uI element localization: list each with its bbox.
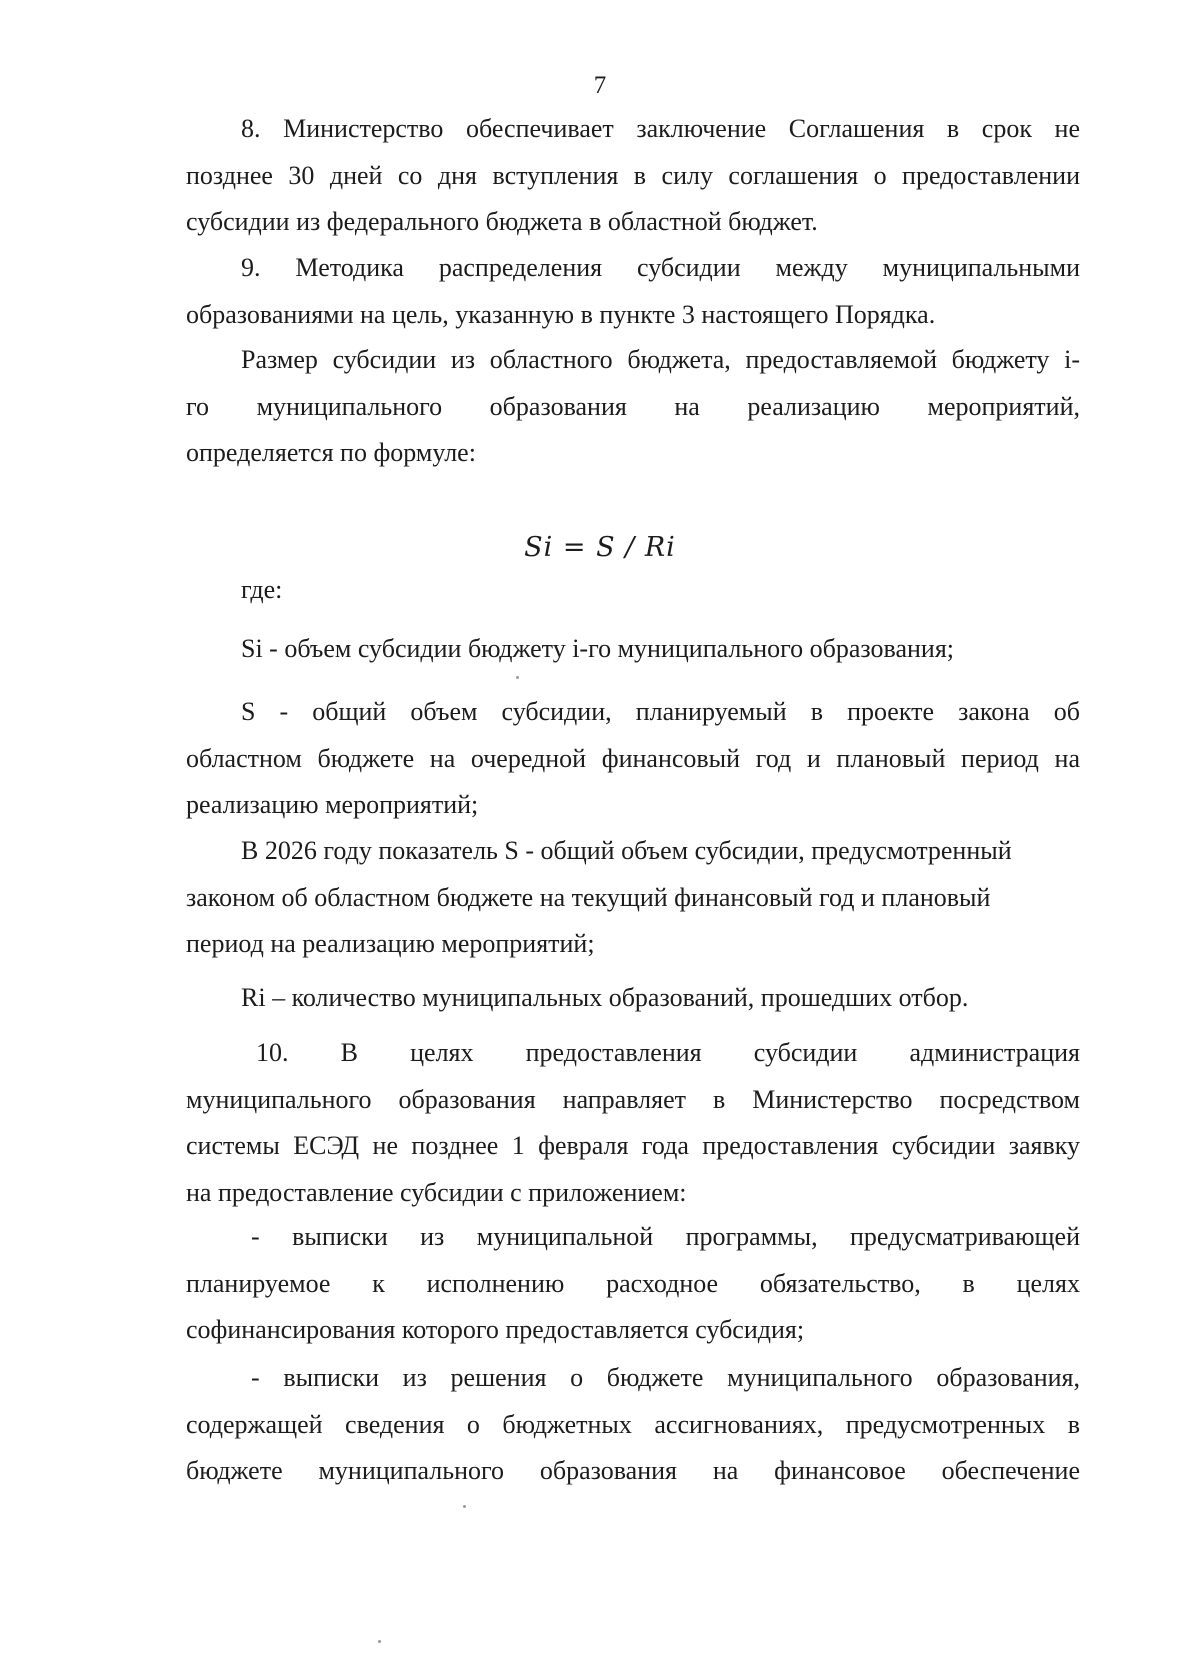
text-line: содержащей сведения о бюджетных ассигнованиях, предусмотренных в [186,1409,1080,1439]
text-line: 9. Методика распределения субсидии между муниципальными [241,253,1080,282]
bullet-2 [186,1355,1080,1495]
where-label-block [186,567,1080,614]
text-line: законом об областном бюджете на текущий финансовый год и плановый [186,882,991,912]
text-line: позднее 30 дней со дня вступления в силу соглашения о предоставлении [186,160,1080,190]
page-number: 7 [593,72,607,99]
bullet-1 [186,1214,1080,1354]
scan-speck [516,676,519,679]
paragraph-9 [186,245,1080,338]
definition-si [186,626,1080,673]
where-label: где: [241,575,283,604]
text-line: - выписки из муниципальной программы, предусматривающей [251,1222,1080,1251]
text-line: 8. Министерство обеспечивает заключение Соглашения в срок не [241,114,1080,143]
text-line: образованиями на цель, указанную в пункте 3 настоящего Порядка. [186,299,936,329]
text-line: планируемое к исполнению расходное обязательство, в целях [186,1268,1080,1298]
text-line: на предоставление субсидии с приложением: [186,1177,687,1207]
paragraph-2026 [186,828,1080,968]
text-line: системы ЕСЭД не позднее 1 февраля года предоставления субсидии заявку [186,1131,1080,1160]
text-line: определяется по формуле: [186,438,476,467]
text-line: период на реализацию мероприятий; [186,929,595,958]
text-line: софинансирования которого предоставляется субсидия; [186,1315,805,1344]
text-line: Si - объем субсидии бюджету i-го муниципального образования; [241,634,955,663]
paragraph-8 [186,106,1080,246]
definition-ri [186,975,1080,1022]
paragraph-subsidy-size [186,337,1080,477]
definition-s [186,689,1080,829]
text-line: 10. В целях предоставления субсидии администрация [256,1038,1080,1067]
text-line: субсидии из федерального бюджета в областной бюджет. [186,207,818,236]
text-line: муниципального образования направляет в Министерство посредством [186,1084,1080,1114]
text-line: S - общий объем субсидии, планируемый в проекте закона об [241,697,1080,726]
text-line: реализацию мероприятий; [186,790,479,819]
paragraph-10 [186,1030,1080,1216]
scan-speck [463,1505,466,1508]
formula: Si = S / Ri [524,532,676,563]
text-line: В 2026 году показатель S - общий объем субсидии, предусмотренный [241,836,1012,865]
text-line: областном бюджете на очередной финансовый год и плановый период на [186,743,1080,773]
text-line: Размер субсидии из областного бюджета, предоставляемой бюджету i- [241,345,1080,374]
text-line: - выписки из решения о бюджете муниципального образования, [251,1363,1080,1392]
scan-speck [378,1640,381,1643]
text-line: Ri – количество муниципальных образований, прошедших отбор. [241,983,969,1012]
text-line: го муниципального образования на реализацию мероприятий, [186,391,1080,421]
text-line: бюджете муниципального образования на финансовое обеспечение [186,1456,1080,1485]
